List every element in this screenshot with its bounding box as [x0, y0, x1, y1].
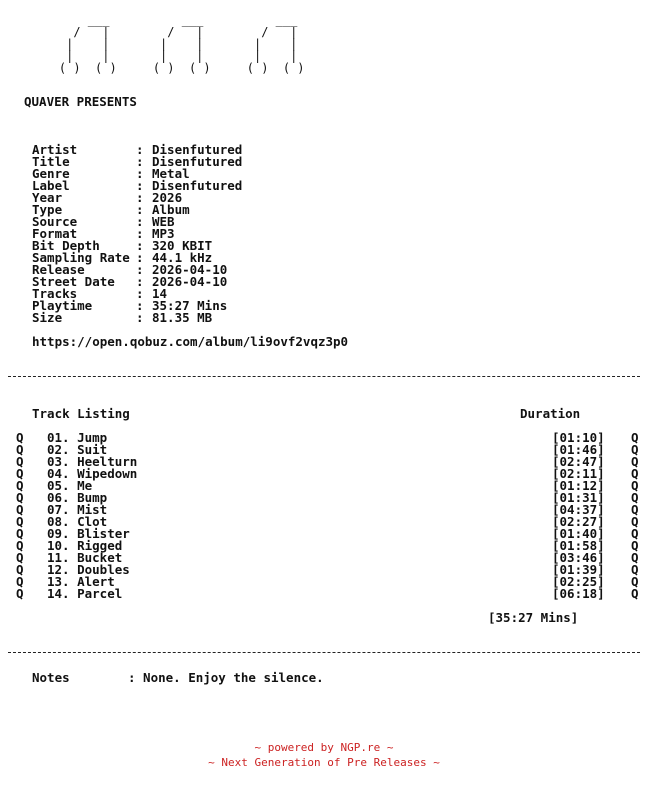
- track-marker-left: Q: [16, 550, 24, 565]
- info-key: Street Date: [32, 274, 130, 289]
- info-value: Disenfutured: [152, 142, 243, 157]
- info-separator: :: [136, 178, 144, 193]
- track-marker-left: Q: [16, 574, 24, 589]
- track-title: 04. Wipedown: [47, 466, 138, 481]
- info-value: Metal: [152, 166, 190, 181]
- info-key: Format: [32, 226, 130, 241]
- track-title: 01. Jump: [47, 430, 108, 445]
- info-value: WEB: [152, 214, 175, 229]
- track-marker-left: Q: [16, 478, 24, 493]
- info-separator: :: [136, 190, 144, 205]
- info-separator: :: [136, 298, 144, 313]
- track-marker-right: Q: [631, 478, 639, 493]
- track-marker-right: Q: [631, 514, 639, 529]
- track-marker-right: Q: [631, 454, 639, 469]
- divider-top: [8, 376, 640, 377]
- track-title: 10. Rigged: [47, 538, 123, 553]
- track-title: 05. Me: [47, 478, 93, 493]
- track-title: 14. Parcel: [47, 586, 123, 601]
- track-marker-left: Q: [16, 538, 24, 553]
- footer-powered-by[interactable]: ~ powered by NGP.re ~: [254, 741, 394, 754]
- track-duration: [02:47]: [552, 454, 605, 469]
- info-separator: :: [136, 226, 144, 241]
- track-marker-left: Q: [16, 442, 24, 457]
- album-url-link[interactable]: https://open.qobuz.com/album/li9ovf2vqz3p0: [32, 334, 349, 349]
- track-marker-right: Q: [631, 526, 639, 541]
- track-marker-left: Q: [16, 490, 24, 505]
- track-marker-right: Q: [631, 490, 639, 505]
- track-duration: [02:27]: [552, 514, 605, 529]
- info-value: 81.35 MB: [152, 310, 213, 325]
- info-value: Disenfutured: [152, 154, 243, 169]
- info-separator: :: [136, 142, 144, 157]
- track-marker-left: Q: [16, 502, 24, 517]
- info-value: 44.1 kHz: [152, 250, 213, 265]
- info-key: Genre: [32, 166, 130, 181]
- info-separator: :: [136, 286, 144, 301]
- info-separator: :: [136, 202, 144, 217]
- track-duration: [01:46]: [552, 442, 605, 457]
- track-duration: [01:58]: [552, 538, 605, 553]
- info-separator: :: [136, 310, 144, 325]
- track-listing-header: Track Listing: [32, 406, 130, 421]
- info-key: Tracks: [32, 286, 130, 301]
- info-separator: :: [136, 154, 144, 169]
- track-title: 09. Blister: [47, 526, 130, 541]
- info-value: 2026-04-10: [152, 262, 228, 277]
- track-duration: [02:11]: [552, 466, 605, 481]
- track-duration: [01:39]: [552, 562, 605, 577]
- info-key: Size: [32, 310, 130, 325]
- footer-tagline: ~ Next Generation of Pre Releases ~: [208, 756, 440, 769]
- track-marker-right: Q: [631, 550, 639, 565]
- track-marker-right: Q: [631, 586, 639, 601]
- track-duration: [01:40]: [552, 526, 605, 541]
- info-key: Type: [32, 202, 130, 217]
- info-key: Year: [32, 190, 130, 205]
- track-title: 03. Heelturn: [47, 454, 138, 469]
- quaver-logo-ascii-art: ___ ___ ___ / | / | / | | | | | | | | | | | | | ( ) ( ) ( ) ( ) ( ) ( ): [58, 13, 305, 75]
- info-value: Album: [152, 202, 190, 217]
- divider-bottom: [8, 652, 640, 653]
- track-marker-left: Q: [16, 430, 24, 445]
- info-key: Artist: [32, 142, 130, 157]
- track-marker-right: Q: [631, 466, 639, 481]
- info-value: 35:27 Mins: [152, 298, 228, 313]
- track-duration: [06:18]: [552, 586, 605, 601]
- presenter-title: QUAVER PRESENTS: [24, 94, 137, 109]
- info-key: Playtime: [32, 298, 130, 313]
- info-key: Source: [32, 214, 130, 229]
- duration-header: Duration: [520, 406, 581, 421]
- track-duration: [03:46]: [552, 550, 605, 565]
- info-separator: :: [136, 238, 144, 253]
- info-separator: :: [136, 214, 144, 229]
- track-duration: [02:25]: [552, 574, 605, 589]
- notes-value: : None. Enjoy the silence.: [128, 670, 324, 685]
- track-marker-right: Q: [631, 430, 639, 445]
- track-marker-right: Q: [631, 538, 639, 553]
- track-title: 11. Bucket: [47, 550, 123, 565]
- track-title: 02. Suit: [47, 442, 108, 457]
- info-key: Release: [32, 262, 130, 277]
- track-marker-left: Q: [16, 454, 24, 469]
- track-duration: [04:37]: [552, 502, 605, 517]
- track-marker-right: Q: [631, 562, 639, 577]
- info-key: Title: [32, 154, 130, 169]
- info-value: MP3: [152, 226, 175, 241]
- track-duration: [01:31]: [552, 490, 605, 505]
- info-value: Disenfutured: [152, 178, 243, 193]
- track-marker-left: Q: [16, 586, 24, 601]
- total-duration: [35:27 Mins]: [488, 610, 579, 625]
- info-key: Sampling Rate: [32, 250, 130, 265]
- track-marker-left: Q: [16, 562, 24, 577]
- track-marker-right: Q: [631, 502, 639, 517]
- info-key: Bit Depth: [32, 238, 130, 253]
- track-marker-left: Q: [16, 526, 24, 541]
- notes-label: Notes: [32, 670, 70, 685]
- track-title: 08. Clot: [47, 514, 108, 529]
- track-marker-right: Q: [631, 574, 639, 589]
- track-marker-right: Q: [631, 442, 639, 457]
- info-value: 14: [152, 286, 168, 301]
- track-marker-left: Q: [16, 514, 24, 529]
- track-title: 06. Bump: [47, 490, 108, 505]
- info-separator: :: [136, 250, 144, 265]
- track-duration: [01:12]: [552, 478, 605, 493]
- track-marker-left: Q: [16, 466, 24, 481]
- track-duration: [01:10]: [552, 430, 605, 445]
- info-separator: :: [136, 166, 144, 181]
- info-value: 320 KBIT: [152, 238, 213, 253]
- track-title: 13. Alert: [47, 574, 115, 589]
- info-value: 2026: [152, 190, 183, 205]
- info-separator: :: [136, 262, 144, 277]
- info-key: Label: [32, 178, 130, 193]
- info-separator: :: [136, 274, 144, 289]
- info-value: 2026-04-10: [152, 274, 228, 289]
- track-title: 12. Doubles: [47, 562, 130, 577]
- track-title: 07. Mist: [47, 502, 108, 517]
